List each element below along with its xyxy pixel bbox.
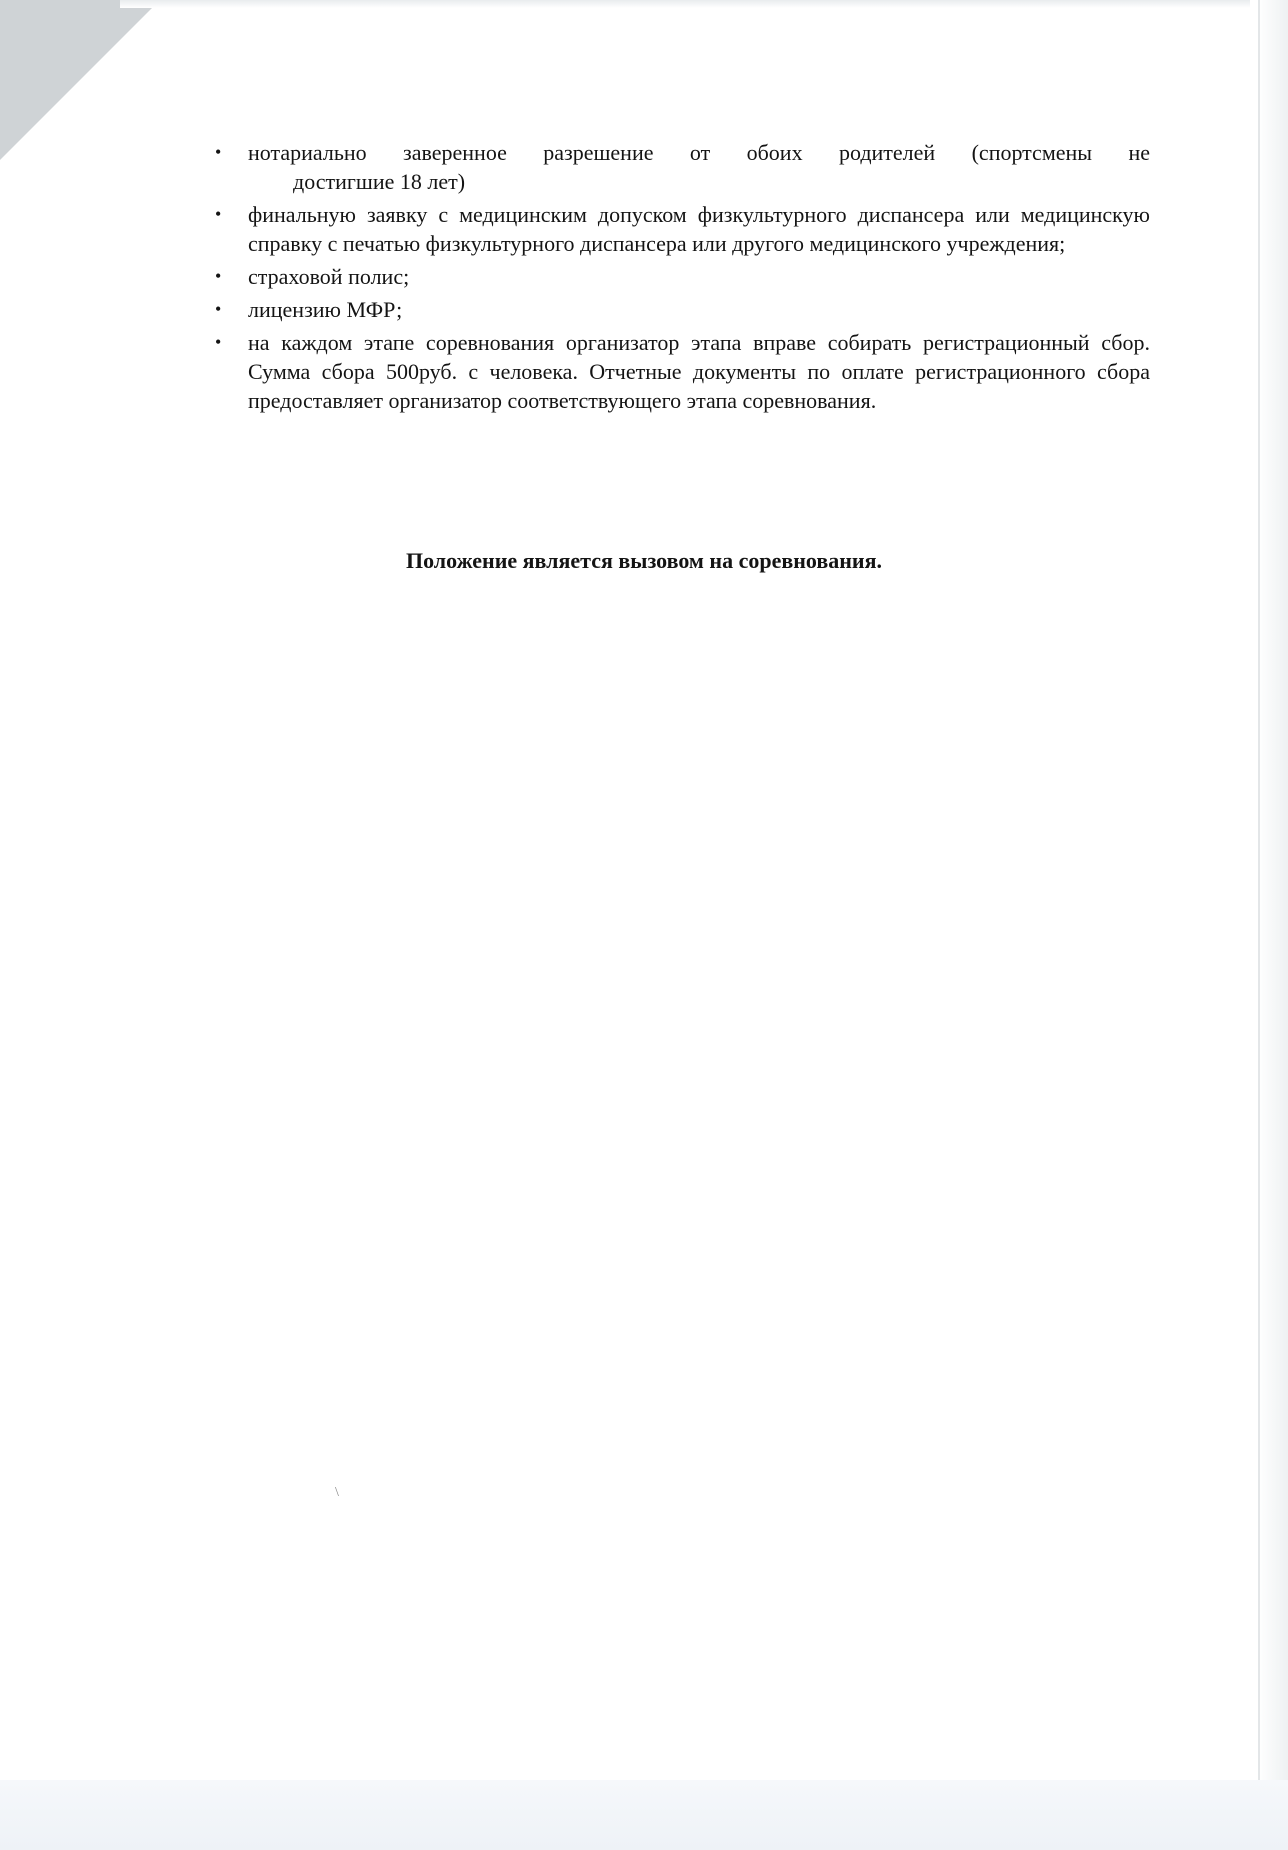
bullet-icon: • xyxy=(215,204,222,224)
bullet-icon: • xyxy=(215,332,222,352)
scan-right-edge xyxy=(1258,0,1288,1850)
list-item-line: достигшие 18 лет) xyxy=(293,169,466,194)
list-item xyxy=(215,200,1150,258)
page-corner-fold xyxy=(0,0,160,160)
list-item xyxy=(215,295,1150,324)
list-item-text: лицензию МФР; xyxy=(248,297,403,322)
list-item xyxy=(215,138,1150,196)
bullet-icon: • xyxy=(215,299,222,319)
scan-mark: \ xyxy=(335,1485,339,1500)
bullet-icon: • xyxy=(215,266,222,286)
list-item xyxy=(215,262,1150,291)
document-body xyxy=(215,138,1150,419)
closing-statement: Положение является вызовом на соревнования. xyxy=(405,548,882,573)
list-item-text: на каждом этапе соревнования организатор этапа вправе собирать регистрационный сбор. Сумма сбора 500руб. с человека. Отчетные документы по оплате регистрационного сбора предоставляет организатор соответствующего этапа соревнования. xyxy=(248,330,1150,413)
list-item-line: нотариально заверенное разрешение от обоих родителей (спортсмены не xyxy=(248,140,1150,165)
scan-top-edge xyxy=(120,0,1250,8)
scan-right-edge-line xyxy=(1258,0,1260,1790)
bullet-icon: • xyxy=(215,142,222,162)
list-item xyxy=(215,328,1150,415)
requirements-list xyxy=(215,138,1150,415)
list-item-text: финальную заявку с медицинским допуском физкультурного диспансера или медицинскую справку с печатью физкультурного диспансера или другого медицинского учреждения; xyxy=(248,202,1150,256)
list-item-text: страховой полис; xyxy=(248,264,410,289)
scan-bottom-edge xyxy=(0,1780,1288,1850)
